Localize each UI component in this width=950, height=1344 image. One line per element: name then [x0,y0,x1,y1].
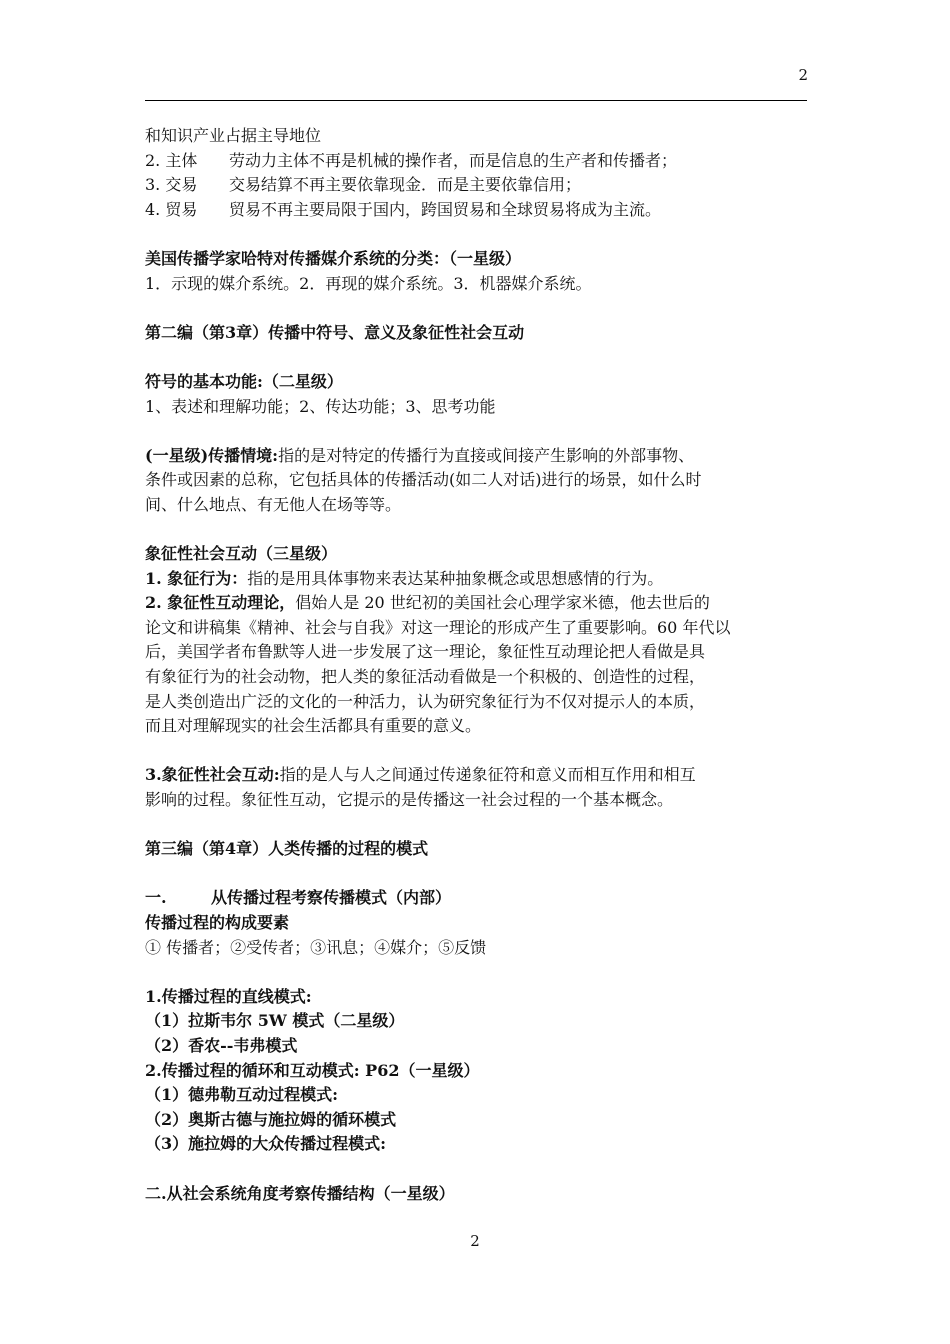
footer-page-number: 2 [470,1232,480,1250]
list-heading: 1.传播过程的直线模式: [145,986,312,1006]
section-heading: 传播过程的构成要素 [145,913,290,932]
section-heading [145,886,810,911]
paragraph-line [145,567,810,592]
header-page-number: 2 [798,66,808,84]
text-line: ① 传播者；②受传者；③讯息；④媒介；⑤反馈 [145,937,487,957]
list-text: 交易结算不再主要依靠现金．而是主要依靠信用； [229,175,582,195]
term-definition: 指的是对特定的传播行为直接或间接产生影响的外部事物、 [278,445,695,465]
list-text: 贸易不再主要局限于国内，跨国贸易和全球贸易将成为主流。 [229,199,662,219]
term-definition: 倡始人是 20 世纪初的美国社会心理学家米德，他去世后的 [295,593,710,613]
chapter-heading: 第二编（第3章）传播中符号、意义及象征性社会互动 [145,322,525,342]
list-label: 4. 贸易 [145,199,198,219]
list-item: （1）德弗勒互动过程模式: [145,1085,339,1105]
list-label: 3. 交易 [145,175,198,195]
section-heading: 符号的基本功能:（二星级） [145,371,343,391]
paragraph-line [145,444,810,469]
header-rule [145,100,807,101]
list-heading: 2.传播过程的循环和互动模式: P62（一星级） [145,1060,480,1080]
list-item: （2）香农--韦弗模式 [145,1035,298,1055]
paragraph-line: 有象征行为的社会动物，把人类的象征活动看做是一个积极的、创造性的过程， [145,667,706,687]
list-item [145,173,810,198]
paragraph-line [145,763,810,788]
chapter-heading: 第三编（第4章）人类传播的过程的模式 [145,839,429,859]
section-heading: 象征性社会互动（三星级） [145,544,338,564]
paragraph-line: 后，美国学者布鲁默等人进一步发展了这一理论，象征性互动理论把人看做是具 [145,642,706,662]
section-heading: 二.从社会系统角度考察传播结构（一星级） [145,1183,455,1203]
list-item: （3）施拉姆的大众传播过程模式: [145,1134,387,1154]
paragraph-line: 论文和讲稿集《精神、社会与自我》对这一理论的形成产生了重要影响。60 年代以 [145,617,731,637]
paragraph-line: 是人类创造出广泛的文化的一种活力，认为研究象征行为不仅对提示人的本质， [145,691,706,711]
list-item [145,198,810,223]
paragraph-line: 条件或因素的总称，它包括具体的传播活动(如二人对话)进行的场景，如什么时 [145,470,702,490]
section-title: 从传播过程考察传播模式（内部） [211,888,452,908]
term-label: 2. 象征性互动理论， [145,593,296,613]
paragraph-line: 而且对理解现实的社会生活都具有重要的意义。 [145,716,482,736]
text-line: 和知识产业占据主导地位 [145,126,322,145]
section-number: 一. [145,888,167,908]
term-label: 3.象征性社会互动: [145,765,280,785]
term-label: 1. 象征行为： [145,568,248,588]
term-definition: 指的是人与人之间通过传递象征符和意义而相互作用和相互 [279,765,696,785]
document-body [145,124,810,1206]
text-line: 1．示现的媒介系统。2．再现的媒介系统。3．机器媒介系统。 [145,273,592,293]
paragraph-line [145,591,810,616]
term-definition: 指的是用具体事物来表达某种抽象概念或思想感情的行为。 [247,568,664,588]
section-heading: 美国传播学家哈特对传播媒介系统的分类：（一星级） [145,248,522,268]
list-item: （1）拉斯韦尔 5W 模式（二星级） [145,1011,405,1031]
list-text: 劳动力主体不再是机械的操作者，而是信息的生产者和传播者； [229,150,678,170]
paragraph-line: 影响的过程。象征性互动，它提示的是传播这一社会过程的一个基本概念。 [145,790,674,810]
text-line: 1、表述和理解功能；2、传达功能；3、思考功能 [145,396,496,416]
list-item [145,149,810,174]
term-label: (一星级)传播情境: [145,445,279,465]
list-item: （2）奥斯古德与施拉姆的循环模式 [145,1109,397,1129]
list-label: 2. 主体 [145,150,198,170]
paragraph-line: 间、什么地点、有无他人在场等等。 [145,494,402,514]
